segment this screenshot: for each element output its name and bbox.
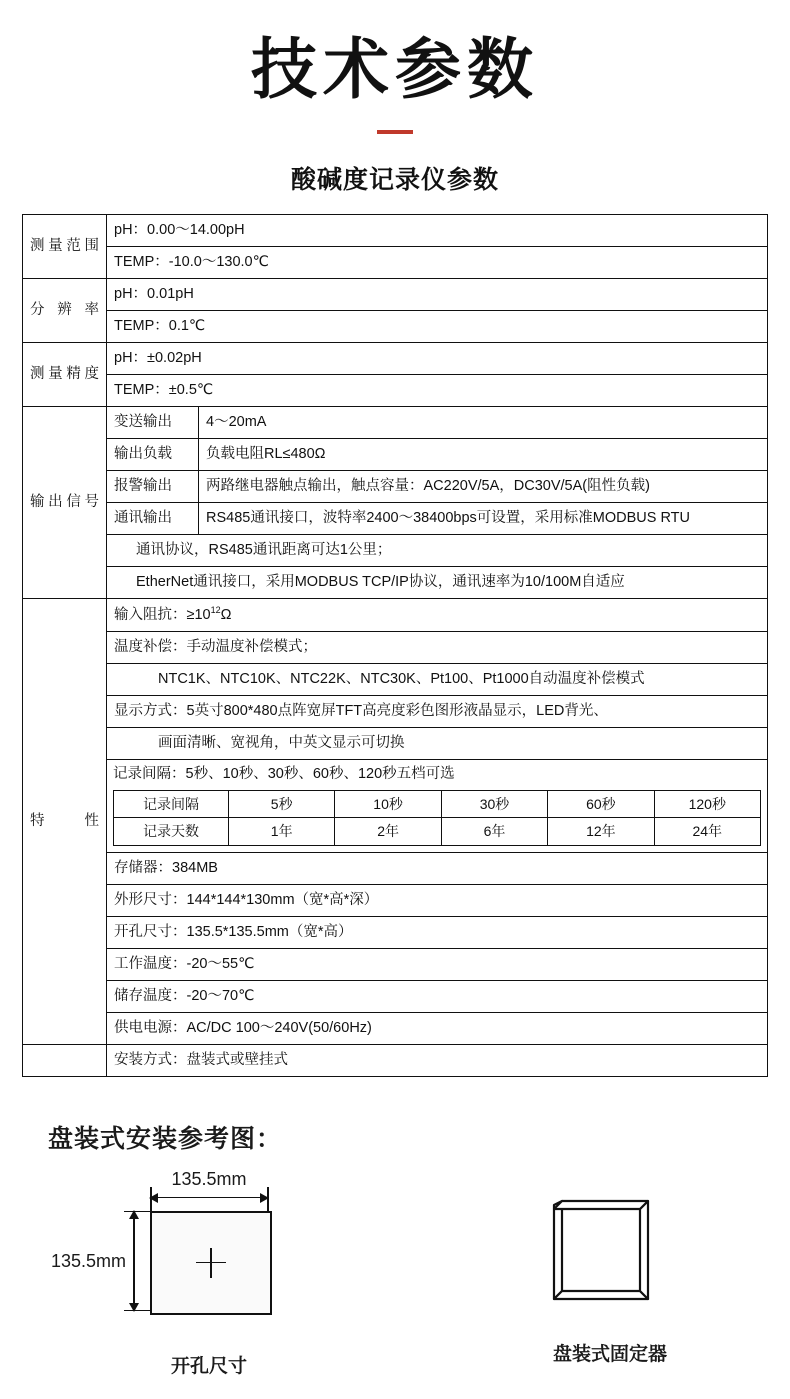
diagram-section-title: 盘装式安装参考图： bbox=[48, 1124, 283, 1153]
table-row bbox=[23, 439, 768, 471]
row-value: 温度补偿：手动温度补偿模式； bbox=[107, 631, 768, 663]
record-interval-intro: 记录间隔：5秒、10秒、30秒、60秒、120秒五档可选 bbox=[113, 765, 455, 782]
interval-cell: 120秒 bbox=[654, 791, 760, 818]
row-value: pH：0.01pH bbox=[107, 278, 768, 310]
page-subtitle: 酸碱度记录仪参数 bbox=[290, 165, 499, 194]
row-sublabel-alarm-output: 报警输出 bbox=[107, 471, 199, 503]
row-label-accuracy: 测量精度 bbox=[23, 342, 107, 406]
row-value-text: 通讯协议，RS485通讯距离可达1公里； bbox=[136, 542, 392, 559]
center-cross-vertical-icon bbox=[210, 1248, 212, 1278]
installation-row-table bbox=[22, 1044, 768, 1077]
interval-cell: 12年 bbox=[548, 818, 654, 845]
row-value: RS485通讯接口，波特率2400～38400bps可设置，采用标准MODBUS RTU bbox=[199, 503, 768, 535]
row-sublabel-transmitter-output: 变送输出 bbox=[107, 406, 199, 438]
row-value bbox=[107, 727, 768, 759]
row-value-cutout-dimension: 开孔尺寸：135.5*135.5mm（宽*高） bbox=[107, 916, 768, 948]
table-row bbox=[23, 852, 768, 884]
interval-cell: 10秒 bbox=[335, 791, 441, 818]
row-label-features-continued bbox=[23, 1044, 107, 1076]
spec-table-wrapper bbox=[0, 214, 790, 1077]
row-sublabel-output-load: 输出负载 bbox=[107, 439, 199, 471]
row-value-mounting-method: 安装方式：盘装式或壁挂式 bbox=[107, 1044, 768, 1076]
row-value-power-supply: 供电电源：AC/DC 100～240V(50/60Hz) bbox=[107, 1012, 768, 1044]
table-row bbox=[23, 310, 768, 342]
table-row bbox=[23, 278, 768, 310]
row-value-text: EtherNet通讯接口，采用MODBUS TCP/IP协议，通讯速率为10/100M自适应 bbox=[136, 574, 625, 591]
bracket-caption: 盘装式固定器 bbox=[552, 1343, 667, 1365]
interval-cell: 6年 bbox=[441, 818, 547, 845]
row-value: pH：0.00～14.00pH bbox=[107, 214, 768, 246]
table-row bbox=[114, 791, 761, 818]
interval-cell: 60秒 bbox=[548, 791, 654, 818]
table-row bbox=[23, 948, 768, 980]
cutout-square bbox=[150, 1211, 272, 1315]
interval-cell: 24年 bbox=[654, 818, 760, 845]
record-interval-table bbox=[113, 790, 761, 846]
impedance-value-suffix: Ω bbox=[220, 606, 232, 623]
interval-cell: 1年 bbox=[229, 818, 335, 845]
interval-cell: 2年 bbox=[335, 818, 441, 845]
table-row bbox=[23, 599, 768, 632]
interval-cell: 30秒 bbox=[441, 791, 547, 818]
row-label-features: 特 性 bbox=[23, 599, 107, 1045]
row-value-text: NTC1K、NTC10K、NTC22K、NTC30K、Pt100、Pt1000自动温度补偿模式 bbox=[158, 670, 645, 687]
table-row bbox=[23, 663, 768, 695]
interval-cell: 5秒 bbox=[229, 791, 335, 818]
panel-mount-diagram bbox=[0, 1169, 790, 1399]
row-value: 显示方式：5英寸800*480点阵宽屏TFT高亮度彩色图形液晶显示，LED背光、 bbox=[107, 695, 768, 727]
row-value: TEMP：-10.0～130.0℃ bbox=[107, 246, 768, 278]
table-row bbox=[23, 246, 768, 278]
page-title: 技术参数 bbox=[251, 32, 539, 106]
specification-table bbox=[22, 214, 768, 1045]
table-row bbox=[23, 374, 768, 406]
row-label-resolution: 分辨率 bbox=[23, 278, 107, 342]
table-row bbox=[114, 818, 761, 845]
impedance-value-prefix: ≥10 bbox=[186, 606, 211, 623]
table-row bbox=[23, 884, 768, 916]
row-value-storage-temperature: 储存温度：-20～70℃ bbox=[107, 980, 768, 1012]
row-label-output-signal: 输出信号 bbox=[23, 406, 107, 598]
table-row bbox=[23, 535, 768, 567]
row-value bbox=[107, 567, 768, 599]
row-value: 负载电阻RL≤480Ω bbox=[199, 439, 768, 471]
panel-bracket-icon bbox=[540, 1195, 700, 1330]
row-sublabel-comm-output: 通讯输出 bbox=[107, 503, 199, 535]
table-row bbox=[23, 759, 768, 852]
interval-row-header: 记录间隔 bbox=[114, 791, 229, 818]
table-row bbox=[23, 631, 768, 663]
width-dimension-arrow bbox=[150, 1197, 268, 1199]
table-row bbox=[23, 471, 768, 503]
row-label-measuring-range: 测量范围 bbox=[23, 214, 107, 278]
table-row bbox=[23, 214, 768, 246]
page-root bbox=[0, 32, 790, 1377]
row-value-storage: 存储器：384MB bbox=[107, 852, 768, 884]
row-value: TEMP：±0.5℃ bbox=[107, 374, 768, 406]
row-value bbox=[107, 535, 768, 567]
row-value: TEMP：0.1℃ bbox=[107, 310, 768, 342]
table-row bbox=[23, 567, 768, 599]
cutout-caption: 开孔尺寸 bbox=[170, 1355, 247, 1377]
impedance-value-exponent: 12 bbox=[210, 605, 221, 616]
table-row bbox=[23, 916, 768, 948]
row-value bbox=[107, 663, 768, 695]
row-value: 4～20mA bbox=[199, 406, 768, 438]
height-dimension-arrow bbox=[133, 1211, 135, 1311]
table-row bbox=[23, 503, 768, 535]
width-dimension-label: 135.5mm bbox=[171, 1168, 247, 1189]
row-value-outline-dimension: 外形尺寸：144*144*130mm（宽*高*深） bbox=[107, 884, 768, 916]
table-row bbox=[23, 1012, 768, 1044]
row-value-record-interval bbox=[107, 759, 768, 852]
row-value-text: 画面清晰、宽视角，中英文显示可切换 bbox=[158, 734, 405, 751]
row-value-working-temperature: 工作温度：-20～55℃ bbox=[107, 948, 768, 980]
row-value: pH：±0.02pH bbox=[107, 342, 768, 374]
table-row bbox=[23, 1044, 768, 1076]
height-dimension-label: 135.5mm bbox=[50, 1250, 126, 1271]
table-row bbox=[23, 406, 768, 438]
interval-row-header: 记录天数 bbox=[114, 818, 229, 845]
table-row bbox=[23, 342, 768, 374]
table-row bbox=[23, 727, 768, 759]
row-value-input-impedance bbox=[107, 599, 768, 632]
title-underline-rule bbox=[377, 130, 413, 134]
table-row bbox=[23, 695, 768, 727]
impedance-label: 输入阻抗： bbox=[114, 606, 187, 623]
row-value: 两路继电器触点输出，触点容量：AC220V/5A，DC30V/5A(阻性负载) bbox=[199, 471, 768, 503]
table-row bbox=[23, 980, 768, 1012]
